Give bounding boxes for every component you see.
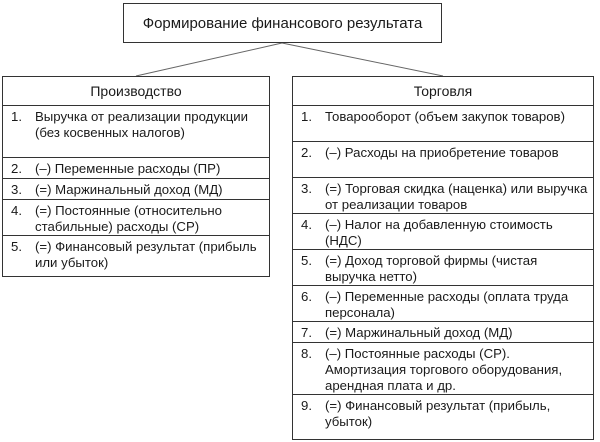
production-item-1 [3, 106, 269, 158]
item-text: Товарооборот (объем закупок товаров) [325, 109, 565, 124]
item-number: 1. [301, 109, 312, 124]
item-number: 5. [11, 239, 22, 254]
trade-column [292, 76, 594, 440]
item-text: (–) Переменные расходы (ПР) [35, 161, 221, 176]
diagram-title: Формирование финансового результата [142, 14, 423, 32]
production-heading-text: Производство [90, 83, 182, 99]
item-number: 6. [301, 289, 312, 304]
item-number: 4. [11, 203, 22, 218]
production-item-3 [3, 179, 269, 200]
trade-item-1 [293, 106, 593, 142]
trade-item-3 [293, 178, 593, 214]
item-number: 7. [301, 325, 312, 340]
item-number: 2. [301, 145, 312, 160]
item-number: 1. [11, 109, 22, 124]
item-number: 2. [11, 161, 22, 176]
production-heading [3, 77, 269, 106]
connector-right [282, 43, 443, 76]
item-text: (=) Постоянные (относительно стабильные) расходы (СР) [35, 203, 222, 234]
trade-item-2 [293, 142, 593, 178]
trade-item-7 [293, 322, 593, 343]
item-text: (=) Доход торговой фирмы (чистая выручка нетто) [325, 253, 538, 284]
item-text: (–) Расходы на приобретение товаров [325, 145, 559, 160]
trade-heading-text: Торговля [413, 83, 473, 99]
item-number: 3. [11, 182, 22, 197]
item-text: (=) Финансовый результат (прибыль, убыток) [325, 398, 551, 429]
item-number: 8. [301, 346, 312, 361]
trade-item-8 [293, 343, 593, 395]
item-text: (–) Налог на добавленную стоимость (НДС) [325, 217, 553, 248]
item-number: 3. [301, 181, 312, 196]
item-text: (=) Маржинальный доход (МД) [35, 182, 223, 197]
production-column [2, 76, 270, 277]
trade-item-9 [293, 395, 593, 431]
item-text: (=) Торговая скидка (наценка) или выручка от реализации товаров [325, 181, 588, 212]
item-text: (=) Маржинальный доход (МД) [325, 325, 513, 340]
item-text: Выручка от реализации продукции (без косвенных налогов) [35, 109, 248, 140]
trade-heading [293, 77, 593, 106]
item-number: 4. [301, 217, 312, 232]
connector-left [136, 43, 282, 76]
production-item-5 [3, 236, 269, 276]
trade-item-5 [293, 250, 593, 286]
item-text: (–) Постоянные расходы (СР). Амортизация торгового оборудования, арендная плата и др. [325, 346, 563, 393]
production-item-2 [3, 158, 269, 179]
production-item-4 [3, 200, 269, 236]
trade-item-6 [293, 286, 593, 322]
item-number: 9. [301, 398, 312, 413]
trade-item-4 [293, 214, 593, 250]
item-text: (–) Переменные расходы (оплата труда персонала) [325, 289, 569, 320]
item-text: (=) Финансовый результат (прибыль или убыток) [35, 239, 257, 270]
diagram-title-box [123, 3, 442, 43]
item-number: 5. [301, 253, 312, 268]
